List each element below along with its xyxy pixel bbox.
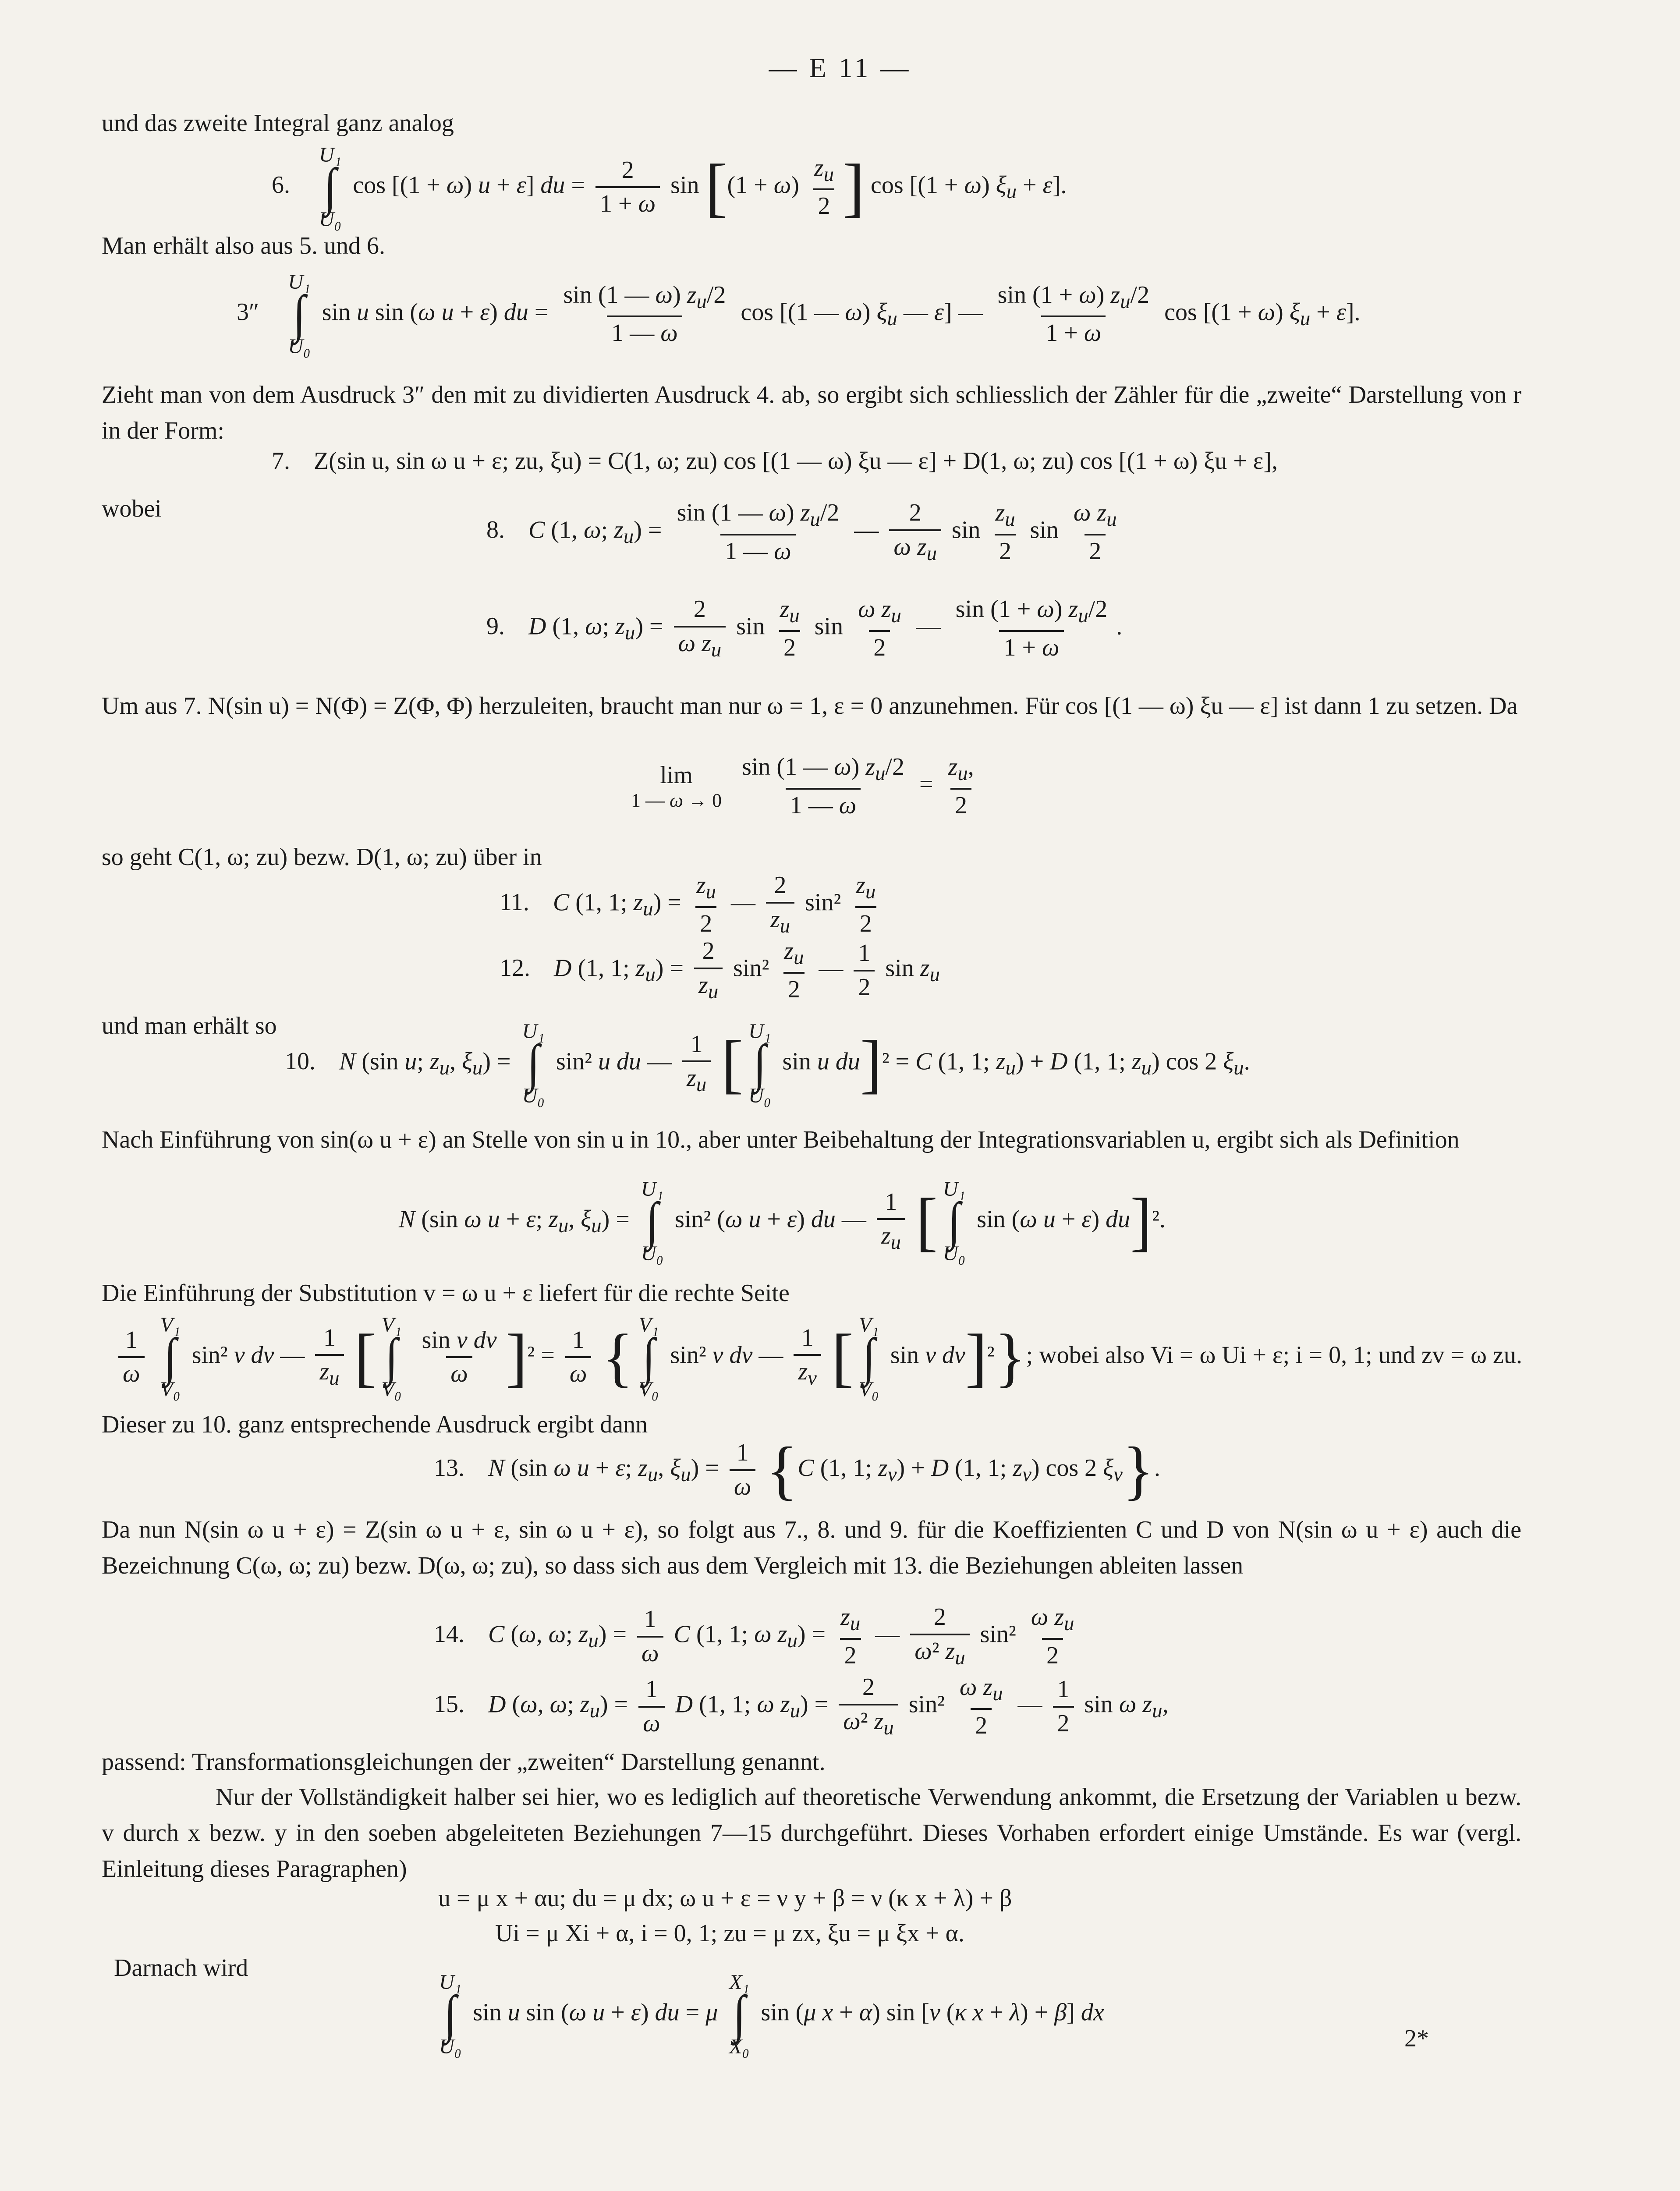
equation-final: U₁ ∫ U₀ sin u sin (ω u + ε) du = μ X₁ ∫ X₀ sin (μ x + α) sin [ν (κ x + λ) + β] dx [439,1971,1104,2058]
equation-6: 6. U₁ ∫ U₀ cos [(1 + ω) u + ε] du = $\frac{2}{1 + \omega}$ sin [(1 + ω) $\frac{z_u}{2}$ ] cos [(1 + ω) $\xi_u + \varepsilon$]. [272,143,1067,231]
equation-number: 12. [500,954,530,982]
equation-number: 8. [486,516,505,544]
equation-13: 13. N (sin ω u + ε; $z_u$, $\xi_u$) = $\frac{1}{\omega}$ {C (1, 1; $z_v) + D$ (1, 1; $z_v$) cos 2 $\xi_v$}. [434,1434,1160,1507]
equation-number: 7. [272,447,290,475]
integral-sign: U₁ ∫ U₀ [943,1177,966,1265]
equation-10: 10. N (sin u; $z_u$, $\xi_u$) = U₁ ∫ U₀ sin² u du — $\frac{1}{z_u}$ [ U₁ ∫ U₀ sin u du]² = C (1, 1; $z_u) + D$ (1, 1; $z_u$) cos 2 $\xi_u$. [285,1020,1250,1107]
substitution-note: ; wobei also Vi = ω Ui + ε; i = 0, 1; und zv = ω zu. [1026,1341,1522,1369]
substitution-line-1: u = μ x + αu; du = μ dx; ω u + ε = ν y + β = ν (κ x + λ) + β [438,1885,1012,1912]
equation-number: 11. [500,889,529,916]
paragraph-10: Dieser zu 10. ganz entsprechende Ausdruck ergibt dann [102,1411,648,1438]
paragraph-6: so geht C(1, ω; zu) bezw. D(1, ω; zu) über in [102,844,542,871]
paragraph-8: Nach Einführung von sin(ω u + ε) an Stelle von sin u in 10., aber unter Beibehaltung der Integrationsvariablen u, ergibt sich als Definition [102,1126,1460,1153]
equation-limit: lim 1 — ω → 0 $\frac{\sin (1 — \omega) z_u/2}{1 — \omega}$ = $\frac{z_u,}{2}$ [631,753,974,819]
equation-body: Z(sin u, sin ω u + ε; zu, ξu) = C(1, ω; zu) cos [(1 — ω) ξu — ε] + D(1, ω; zu) cos [(1 + ω) ξu + ε], [314,447,1278,475]
integral-sign: U₁ ∫ U₀ [319,143,342,231]
equation-N-definition: N (sin ω u + ε; $z_u$, $\xi_u$) = U₁ ∫ U₀ sin² (ω u + ε) du — $\frac{1}{z_u}$ [ U₁ ∫ U₀ sin (ω u + ε) du]². [399,1177,1166,1265]
integral-sign: U₁ ∫ U₀ [522,1020,545,1107]
paragraph-11: Da nun N(sin ω u + ε) = Z(sin ω u + ε, sin ω u + ε), so folgt aus 7., 8. und 9. für die Koeffizienten C und D von N(sin ω u + ε) auch die Bezeichnung C(ω, ω; zu) bezw. D(ω, ω; zu), so dass sich aus dem Vergleich mit 13. die Beziehungen ableiten lassen [102,1516,1521,1579]
substitution-line-2: Ui = μ Xi + α, i = 0, 1; zu = μ zx, ξu = μ ξx + α. [495,1920,964,1947]
equation-14: 14. C (ω, ω; $z_u$) = $\frac{1}{\omega}$ C (1, 1; ω $z_u$) = $\frac{z_u}{2}$ — $\frac{2}{\omega^2 z_u}$ sin² $\frac{\omega z_u}{2}$ [434,1603,1074,1669]
equation-11: 11. C (1, 1; $z_u$) = $\frac{z_u}{2}$ — $\frac{2}{z_u}$ sin² $\frac{z_u}{2}$ [500,872,876,937]
running-header: — E 11 — [769,52,911,83]
integral-sign: U₁ ∫ U₀ [748,1020,771,1107]
equation-number: 15. [434,1691,464,1718]
equation-3-double-prime: 3″ U₁ ∫ U₀ sin u sin (ω u + ε) du = $\frac{\sin (1 — \omega) z_u/2}{1 — \omega}$ cos [(1 — ω) $\xi_u$ — ε] — $\frac{\sin (1 + \omega) z_u/2}{1 + \omega}$ cos [(1 + ω) $\xi_u + \varepsilon$]. [237,270,1361,358]
equation-9: 9. D (1, ω; $z_u$) = $\frac{2}{\omega z_u}$ sin $\frac{z_u}{2}$ sin $\frac{\omega z_u}{2}$ — $\frac{\sin (1 + \omega) z_u/2}{1 + \omega}$ . [486,596,1123,661]
page-number: 2* [1404,2025,1429,2052]
paragraph-7: und man erhält so [102,1012,277,1039]
paragraph-9: Die Einführung der Substitution v = ω u + ε liefert für die rechte Seite [102,1280,790,1307]
equation-number: 6. [272,171,290,199]
equation-12: 12. D (1, 1; $z_u$) = $\frac{2}{z_u}$ sin² $\frac{z_u}{2}$ — $\frac{1}{2}$ $\sin z_u$ [500,937,940,1003]
paragraph-14: Darnach wird [114,1954,248,1982]
integral-sign: V₁ ∫ V₀ [381,1313,402,1401]
paragraph-2: Man erhält also aus 5. und 6. [102,232,385,259]
equation-number: 3″ [237,298,259,326]
integral-sign: V₁ ∫ V₀ [160,1313,181,1401]
paragraph-1: und das zweite Integral ganz analog [102,110,454,137]
integral-sign: X₁ ∫ X₀ [729,1971,750,2058]
integral-sign: U₁ ∫ U₀ [288,270,311,358]
equation-15: 15. D (ω, ω; $z_u$) = $\frac{1}{\omega}$ D (1, 1; ω $z_u$) = $\frac{2}{\omega^2 z_u}$ sin² $\frac{\omega z_u}{2}$ — $\frac{1}{2}$ sin ω $z_u$, [434,1673,1169,1739]
paragraph-5: Um aus 7. N(sin u) = N(Φ) = Z(Φ, Φ) herzuleiten, braucht man nur ω = 1, ε = 0 anzunehmen. Für cos [(1 — ω) ξu — ε] ist dann 1 zu setzen. Da [102,692,1518,720]
equation-number: 10. [285,1048,315,1075]
paragraph-3: Zieht man von dem Ausdruck 3″ den mit zu dividierten Ausdruck 4. ab, so ergibt sich schliesslich der Zähler für die „zweite“ Darstellung von r in der Form: [102,381,1521,444]
integral-sign: U₁ ∫ U₀ [641,1177,664,1265]
integral-sign: V₁ ∫ V₀ [638,1313,659,1401]
integral-sign: V₁ ∫ V₀ [858,1313,879,1401]
equation-number: 9. [486,613,505,640]
equation-number: 13. [434,1454,464,1482]
paragraph-12: passend: Transformationsgleichungen der „zweiten“ Darstellung genannt. [102,1748,826,1776]
equation-substitution: $\frac{1}{\omega}$ V₁ ∫ V₀ sin² v dv — $\frac{1}{z_u}$ [ V₁ ∫ V₀ $\frac{\text{sin v dv}}{\omega}$ ]² = $\frac{1}{\omega}$ { V₁ ∫ V₀ sin² v dv — $\frac{1}{z_v}$ [ V₁ ∫ V₀ sin v dv]²}; wobei also Vi = ω Ui + ε; i = 0, 1; und zv = ω zu. [114,1315,1522,1400]
equation-8: 8. C (1, ω; $z_u$) = $\frac{\sin (1 — \omega) z_u/2}{1 — \omega}$ — $\frac{2}{\omega z_u}$ sin $\frac{z_u}{2}$ sin $\frac{\omega z_u}{2}$ [486,499,1117,565]
paragraph-13: Nur der Vollständigkeit halber sei hier, wo es lediglich auf theoretische Verwendung ankommt, die Ersetzung der Variablen u bezw. v durch x bezw. y in den soeben abgeleiteten Beziehungen 7—15 durchgeführt. Dieses Vorhaben erfordert einige Umstände. Es war (vergl. Einleitung dieses Paragraphen) [102,1783,1521,1883]
paragraph-4: wobei [102,495,162,522]
equation-7 [272,447,1278,475]
integral-sign: U₁ ∫ U₀ [439,1971,462,2058]
equation-number: 14. [434,1620,464,1648]
